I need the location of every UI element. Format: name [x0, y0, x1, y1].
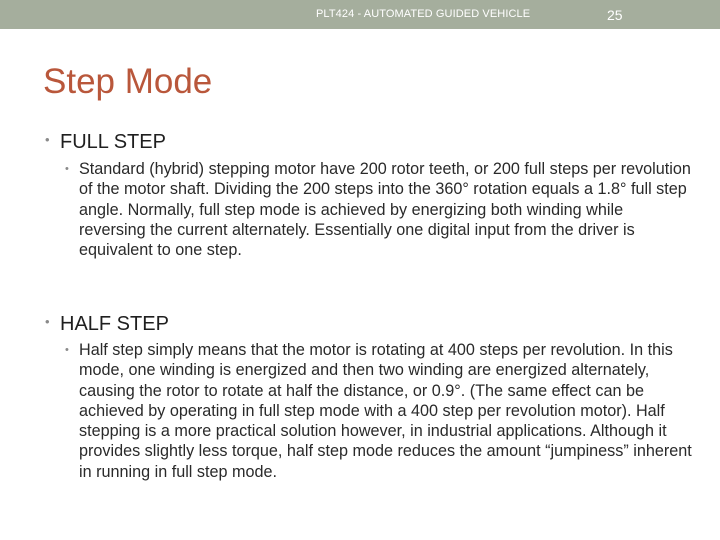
section-heading-half-step: [45, 313, 169, 336]
bullet-icon: •: [45, 132, 50, 147]
section-body-text: Half step simply means that the motor is rotating at 400 steps per revolution. In this mode, one winding is energized and then two winding are energized alternately, causing the rotor to rotate at half the distance, or 0.9°. (The same effect can be achieved by operating in full step mode with a 400 step per revolution motor). Half stepping is a more practical solution however, in industrial applications. Although it provides slightly less torque, half step mode reduces the amount “jumpiness” inherent in running in full step mode.: [79, 341, 692, 481]
course-title: PLT424 - AUTOMATED GUIDED VEHICLE: [316, 8, 531, 20]
bullet-icon: •: [45, 314, 50, 329]
bullet-icon: •: [65, 344, 69, 356]
section-body-full-step: [65, 159, 694, 260]
bullet-icon: •: [65, 163, 69, 175]
page-number: 25: [607, 7, 623, 23]
slide-title: Step Mode: [43, 62, 213, 101]
section-heading-full-step: [45, 131, 166, 154]
header-bar: [0, 0, 720, 29]
section-body-half-step: [65, 340, 694, 482]
section-body-text: Standard (hybrid) stepping motor have 200 rotor teeth, or 200 full steps per revolution of the motor shaft. Dividing the 200 steps into the 360° rotation equals a 1.8° full step angle. Normally, full step mode is achieved by energizing both winding while reversing the current alternately. Essentially one digital input from the driver is equivalent to one step.: [79, 160, 691, 260]
section-heading-label: FULL STEP: [60, 131, 166, 153]
section-heading-label: HALF STEP: [60, 313, 169, 335]
